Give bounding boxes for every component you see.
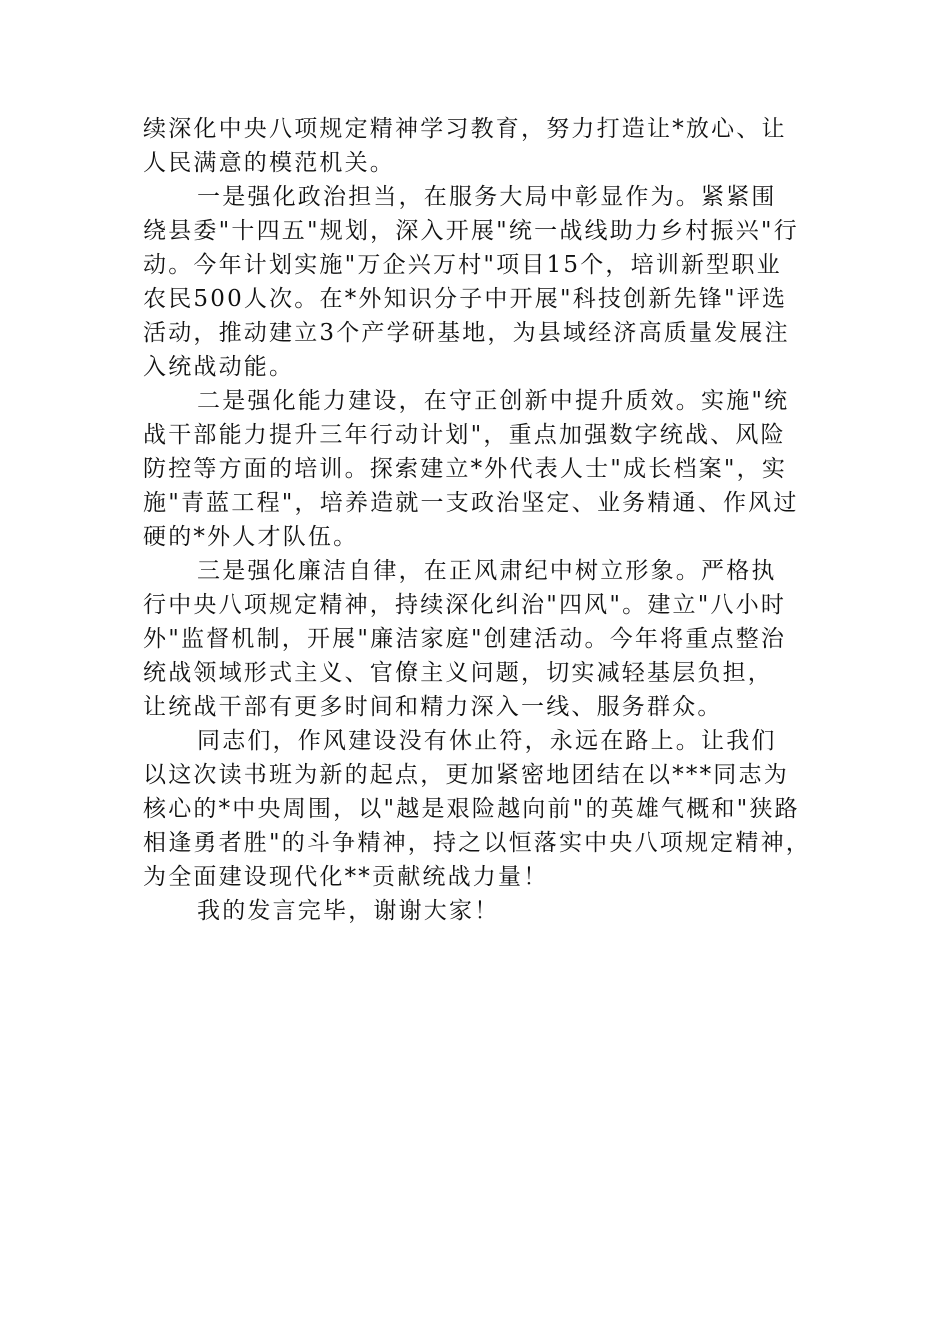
text-line: 统战领域形式主义、官僚主义问题，切实减轻基层负担， — [143, 660, 773, 686]
text-line: 相逢勇者胜"的斗争精神，持之以恒落实中央八项规定精神， — [143, 830, 811, 856]
text-line: 施"青蓝工程"，培养造就一支政治坚定、业务精通、作风过 — [143, 490, 799, 516]
paragraph-first-line: 同志们，作风建设没有休止符，永远在路上。让我们 — [197, 728, 777, 754]
text-line: 外"监督机制，开展"廉洁家庭"创建活动。今年将重点整治 — [143, 626, 787, 652]
text-line: 防控等方面的培训。探索建立*外代表人士"成长档案"，实 — [143, 456, 788, 482]
paragraph-first-line: 一是强化政治担当，在服务大局中彰显作为。紧紧围 — [197, 184, 777, 210]
text-line: 农民500人次。在*外知识分子中开展"科技创新先锋"评选 — [143, 286, 788, 312]
text-line: 以这次读书班为新的起点，更加紧密地团结在以***同志为 — [143, 762, 789, 788]
speech-body-text — [143, 112, 823, 928]
text-line: 入统战动能。 — [143, 354, 295, 380]
text-line: 人民满意的模范机关。 — [143, 150, 395, 176]
text-line: 绕县委"十四五"规划，深入开展"统一战线助力乡村振兴"行 — [143, 218, 799, 244]
text-line: 为全面建设现代化**贡献统战力量！ — [143, 864, 549, 890]
text-line: 核心的*中央周围，以"越是艰险越向前"的英雄气概和"狭路 — [143, 796, 800, 822]
paragraph-first-line: 我的发言完毕，谢谢大家！ — [197, 898, 500, 924]
text-line: 行中央八项规定精神，持续深化纠治"四风"。建立"八小时 — [143, 592, 787, 618]
paragraph-first-line: 二是强化能力建设，在守正创新中提升质效。实施"统 — [197, 388, 790, 414]
paragraph-first-line: 三是强化廉洁自律，在正风肃纪中树立形象。严格执 — [197, 558, 777, 584]
text-line: 续深化中央八项规定精神学习教育，努力打造让*放心、让 — [143, 116, 787, 142]
text-line: 硬的*外人才队伍。 — [143, 524, 359, 550]
text-line: 战干部能力提升三年行动计划"，重点加强数字统战、风险 — [143, 422, 786, 448]
text-line: 让统战干部有更多时间和精力深入一线、服务群众。 — [143, 694, 723, 720]
text-line: 动。今年计划实施"万企兴万村"项目15个，培训新型职业 — [143, 252, 782, 278]
text-line: 活动，推动建立3个产学研基地，为县域经济高质量发展注 — [143, 320, 790, 346]
